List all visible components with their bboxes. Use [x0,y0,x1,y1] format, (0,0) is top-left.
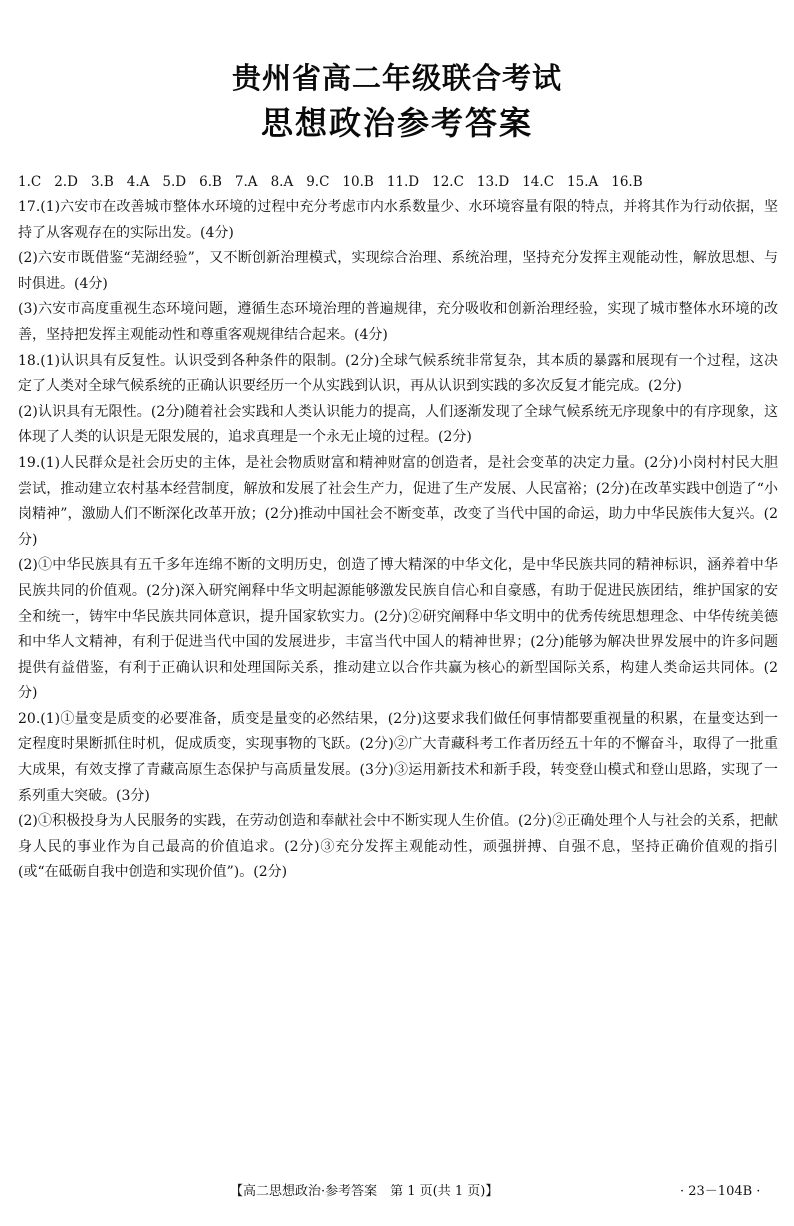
answer-paragraph: (3)六安市高度重视生态环境问题，遵循生态环境治理的普遍规律，充分吸收和创新治理经验，实现了城市整体水环境的改善，坚持把发挥主观能动性和尊重客观规律结合起来。(4分) [18,301,778,343]
question-number: 19. [18,454,41,471]
question-18 [18,349,778,451]
answer-paragraph: (2)认识具有无限性。(2分)随着社会实践和人类认识能力的提高，人们逐渐发现了全球气候系统无序现象中的有序现象，这体现了人类的认识是无限发展的，追求真理是一个永无止境的过程。(2分) [18,403,778,446]
question-number: 20. [18,710,41,727]
answer-paragraph: (2)①中华民族具有五千多年连绵不断的文明历史，创造了博大精深的中华文化，是中华民族共同的精神标识，涵养着中华民族共同的价值观。(2分)深入研究阐释中华文明起源能够激发民族自信心和自豪感，有助于促进民族团结，维护国家的安全和统一，铸牢中华民族共同体意识，提升国家软实力。(2分)②研究阐释中华文明中的优秀传统思想理念、中华传统美德和中华人文精神，有利于促进当代中国的发展进步，丰富当代中国人的精神世界；(2分)能够为解决世界发展中的许多问题提供有益借鉴，有利于正确认识和处理国际关系，推动建立以合作共赢为核心的新型国际关系，构建人类命运共同体。(2分) [18,557,778,702]
subject-title: 思想政治参考答案 [260,104,533,142]
exam-title: 贵州省高二年级联合考试 [231,61,562,95]
answer-paragraph: (2)六安市既借鉴“芜湖经验”，又不断创新治理模式，实现综合治理、系统治理，坚持充分发挥主观能动性，解放思想、与时俱进。(4分) [18,250,778,292]
question-number: 18. [18,352,41,369]
answer-content [18,195,778,886]
answer-paragraph [18,195,778,246]
choice-answers-row [18,172,778,192]
answer-text: (1)认识具有反复性。认识受到各种条件的限制。(2分)全球气候系统非常复杂，其本质的暴露和展现有一个过程，这决定了人类对全球气候系统的正确认识要经历一个从实践到认识，再从认识到实践的多次反复才能完成。(2分) [18,352,778,395]
answer-paragraph [18,707,778,809]
choice-answer: 10.B [342,174,374,190]
question-19 [18,451,778,707]
question-20 [18,707,778,886]
choice-answer: 15.A [567,174,599,190]
choice-answer: 2.D [54,174,78,190]
choice-answer: 1.C [18,174,42,190]
choice-answer: 16.B [611,174,643,190]
footer-code: · 23－104B · [680,1184,761,1199]
answer-text: (1)①量变是质变的必要准备，质变是量变的必然结果，(2分)这要求我们做任何事情都要重视量的积累，在量变达到一定程度时果断抓住时机，促成质变，实现事物的飞跃。(2分)②广大青藏科考工作者历经五十年的不懈奋斗，取得了一批重大成果，有效支撑了青藏高原生态保护与高质量发展。(3分)③运用新技术和新手段，转变登山模式和登山思路，实现了一系列重大突破。(3分) [18,710,778,804]
choice-answer: 11.D [386,174,420,190]
answer-text: (1)人民群众是社会历史的主体，是社会物质财富和精神财富的创造者，是社会变革的决定力量。(2分)小岗村村民大胆尝试，推动建立农村基本经营制度，解放和发展了社会生产力，促进了生产发展、人民富裕；(2分)在改革实践中创造了“小岗精神”，激励人们不断深化改革开放；(2分)推动中国社会不断变革，改变了当代中国的命运，助力中华民族伟大复兴。(2分) [18,454,778,548]
choice-answer: 12.C [432,174,464,190]
answer-paragraph: (2)①积极投身为人民服务的实践，在劳动创造和奉献社会中不断实现人生价值。(2分)②正确处理个人与社会的关系，把献身人民的事业作为自己最高的价值追求。(2分)③充分发挥主观能动性，顽强拼搏、自强不息，坚持正确价值观的指引(或“在砥砺自我中创造和实现价值”)。(2分) [18,813,778,881]
answer-paragraph [18,349,778,400]
answer-text: (1)六安市在改善城市整体水环境的过程中充分考虑市内水系数量少、水环境容量有限的特点，并将其作为行动依据，坚持了从客观存在的实际出发。(4分) [18,199,778,241]
choice-answer: 6.B [199,174,222,190]
choice-answer: 5.D [162,174,187,190]
choice-answer: 8.A [270,174,294,190]
choice-answer: 14.C [522,174,555,190]
choice-answer: 7.A [234,174,258,190]
choice-answer: 4.A [126,174,150,190]
choice-answer: 3.B [90,174,114,190]
answer-paragraph [18,451,778,553]
footer-page-info: 【高二思想政治·参考答案 第 1 页(共 1 页)】 [230,1184,499,1199]
choice-answer: 9.C [306,174,330,190]
question-number: 17. [18,199,41,215]
choice-answer: 13.D [476,174,510,190]
title-block [0,58,794,146]
question-17 [18,195,778,349]
